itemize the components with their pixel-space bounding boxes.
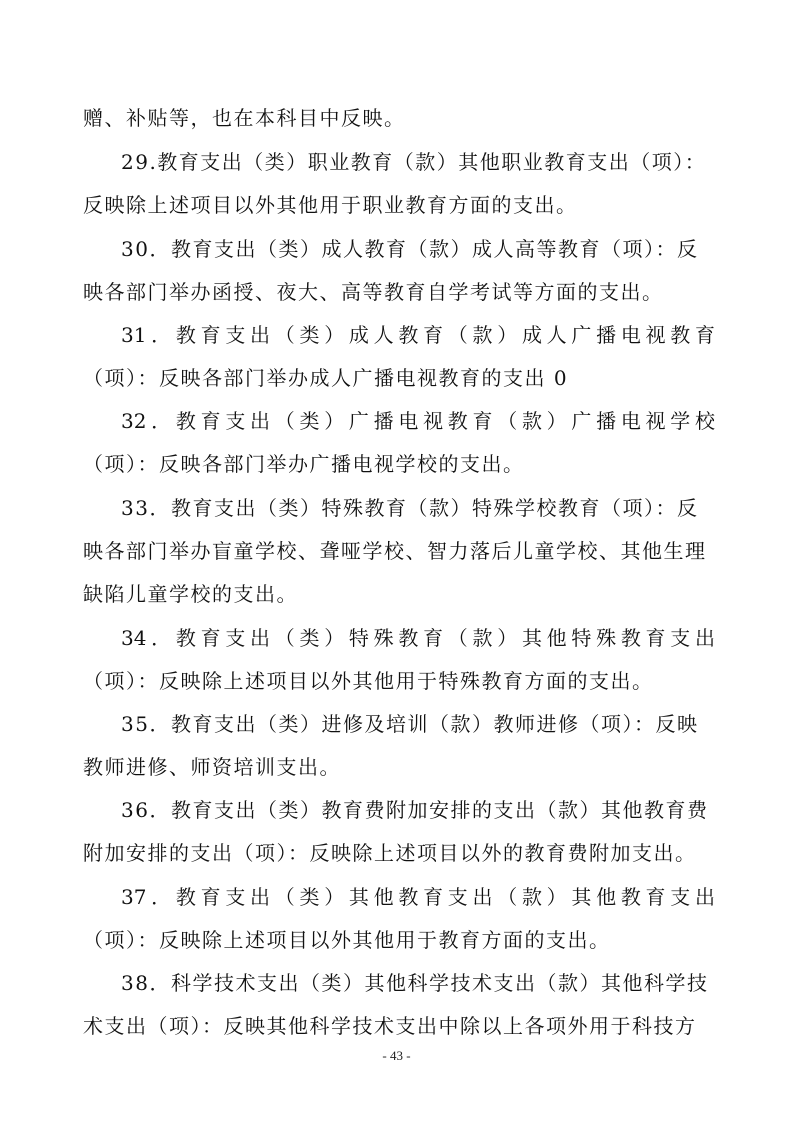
text-line: （项）：反映除上述项目以外其他用于特殊教育方面的支出。 bbox=[83, 669, 654, 693]
page-number: - 43 - bbox=[382, 1048, 411, 1063]
text-line: 赠、补贴等，也在本科目中反映。 bbox=[83, 106, 406, 130]
text-line: 附加安排的支出（项）：反映除上述项目以外的教育费附加支出。 bbox=[83, 841, 697, 865]
text-line: （项）：反映各部门举办成人广播电视教育的支出 0 bbox=[83, 366, 569, 390]
text-line: 映各部门举办函授、夜大、高等教育自学考试等方面的支出。 bbox=[83, 280, 664, 304]
text-line: 32．教育支出（类）广播电视教育（款）广播电视学校 bbox=[121, 409, 715, 433]
text-line: 36．教育支出（类）教育费附加安排的支出（款）其他教育费 bbox=[121, 798, 709, 822]
text-line: 34．教育支出（类）特殊教育（款）其他特殊教育支出 bbox=[121, 626, 715, 650]
text-line: 35．教育支出（类）进修及培训（款）教师进修（项）：反映 bbox=[121, 712, 699, 736]
text-line: 术支出（项）：反映其他科学技术支出中除以上各项外用于科技方 bbox=[83, 1014, 697, 1038]
text-line: 38．科学技术支出（类）其他科学技术支出（款）其他科学技 bbox=[121, 971, 709, 995]
text-line: （项）：反映除上述项目以外其他用于教育方面的支出。 bbox=[83, 928, 611, 952]
text-line: 33．教育支出（类）特殊教育（款）特殊学校教育（项）：反 bbox=[121, 496, 699, 520]
text-line: 缺陷儿童学校的支出。 bbox=[83, 582, 298, 606]
text-line: 映各部门举办盲童学校、聋哑学校、智力落后儿童学校、其他生理 bbox=[83, 539, 707, 563]
text-line: 37．教育支出（类）其他教育支出（款）其他教育支出 bbox=[121, 885, 715, 909]
text-line: 31．教育支出（类）成人教育（款）成人广播电视教育 bbox=[121, 323, 715, 347]
text-line: 30．教育支出（类）成人教育（款）成人高等教育（项）：反 bbox=[121, 237, 699, 261]
text-line: 29.教育支出（类）职业教育（款）其他职业教育支出（项）： bbox=[121, 150, 707, 174]
text-line: 教师进修、师资培训支出。 bbox=[83, 755, 341, 779]
text-line: （项）：反映各部门举办广播电视学校的支出。 bbox=[83, 452, 525, 476]
text-line: 反映除上述项目以外其他用于职业教育方面的支出。 bbox=[83, 193, 578, 217]
